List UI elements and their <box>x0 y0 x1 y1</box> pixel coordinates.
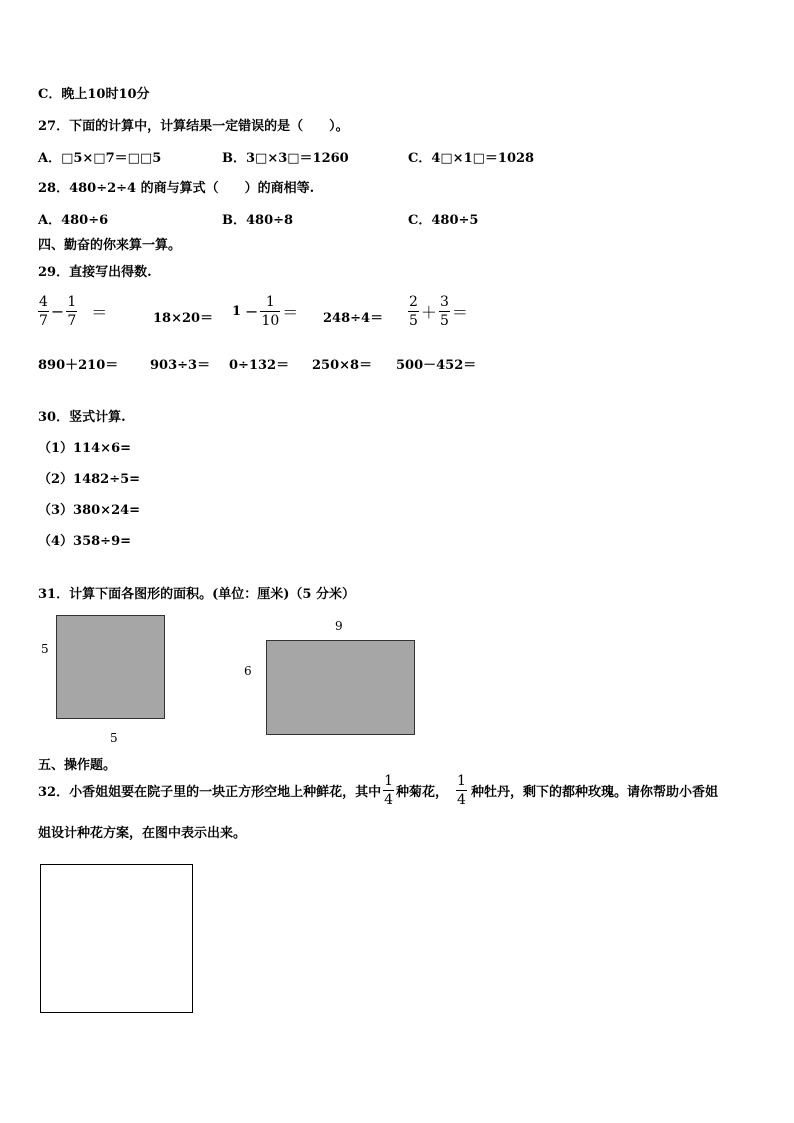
q32-line2: 姐设计种花方案，在图中表示出来。 <box>38 826 247 841</box>
q30-item-3: （3）380×24= <box>38 503 141 518</box>
q29-row2-1: 890＋210＝ <box>38 358 119 373</box>
fraction: $\frac{1}{4}$ <box>384 773 394 808</box>
q29-expr-1: $\frac{4}{7}$ − $\frac{1}{7}$ ＝ <box>39 294 108 329</box>
square-bottom-label: 5 <box>110 731 118 745</box>
gray-square <box>56 615 165 719</box>
q28-stem: 28．480÷2÷4 的商与算式（ ）的商相等. <box>38 181 315 196</box>
fraction: $\frac{1}{7}$ <box>67 294 77 329</box>
q29-row2-3: 0÷132＝ <box>229 358 290 373</box>
fraction: $\frac{4}{7}$ <box>39 294 48 329</box>
q29-expr-3: 1 − $\frac{1}{10}$ ＝ <box>232 294 299 329</box>
section4-title: 四、勤奋的你来算一算。 <box>38 238 182 253</box>
q28-option-c: C．480÷5 <box>408 213 479 228</box>
q29-expr-2: 18×20＝ <box>153 311 214 326</box>
q30-item-4: （4）358÷9= <box>38 534 132 549</box>
rect-left-label: 6 <box>244 664 252 678</box>
q29-expr-4: 248÷4＝ <box>323 311 384 326</box>
q29-row2-4: 250×8＝ <box>312 358 373 373</box>
q30-item-2: （2）1482÷5= <box>38 472 141 487</box>
fraction: $\frac{3}{5}$ <box>439 294 449 329</box>
q29-stem: 29．直接写出得数. <box>38 265 152 280</box>
q29-row2-2: 903÷3＝ <box>150 358 211 373</box>
fraction: $\frac{1}{10}$ <box>261 294 280 329</box>
gray-rectangle <box>266 640 415 735</box>
q32-line1: 32．小香姐姐要在院子里的一块正方形空地上种鲜花，其中 $\frac{1}{4}$ 种菊花， $\frac{1}{4}$ 种牡丹，剩下的都种玫瑰。请你帮助小香姐 <box>38 773 718 808</box>
section5-title: 五、操作题。 <box>38 758 117 773</box>
rect-top-label: 9 <box>335 619 343 633</box>
q30-item-1: （1）114×6= <box>38 441 132 456</box>
q30-stem: 30．竖式计算. <box>38 410 126 425</box>
q27-option-c: C．4□×1□＝1028 <box>408 151 535 166</box>
fraction: $\frac{2}{5}$ <box>409 294 418 329</box>
q29-expr-5: $\frac{2}{5}$ ＋ $\frac{3}{5}$ ＝ <box>409 294 468 329</box>
square-left-label: 5 <box>41 642 49 656</box>
q27-option-a: A．□5×□7＝□□5 <box>38 151 162 166</box>
q28-option-a: A．480÷6 <box>38 213 109 228</box>
q28-option-b: B．480÷8 <box>222 213 294 228</box>
q27-stem: 27．下面的计算中，计算结果一定错误的是（ ）。 <box>38 119 349 134</box>
fraction: $\frac{1}{4}$ <box>457 773 466 808</box>
empty-square-drawing-area[interactable] <box>40 864 193 1013</box>
q29-row2-5: 500－452＝ <box>396 358 477 373</box>
q27-option-b: B．3□×3□＝1260 <box>222 151 349 166</box>
q31-stem: 31．计算下面各图形的面积。(单位：厘米)（5 分米） <box>38 587 355 602</box>
q26-option-c: C．晚上10时10分 <box>38 87 150 102</box>
